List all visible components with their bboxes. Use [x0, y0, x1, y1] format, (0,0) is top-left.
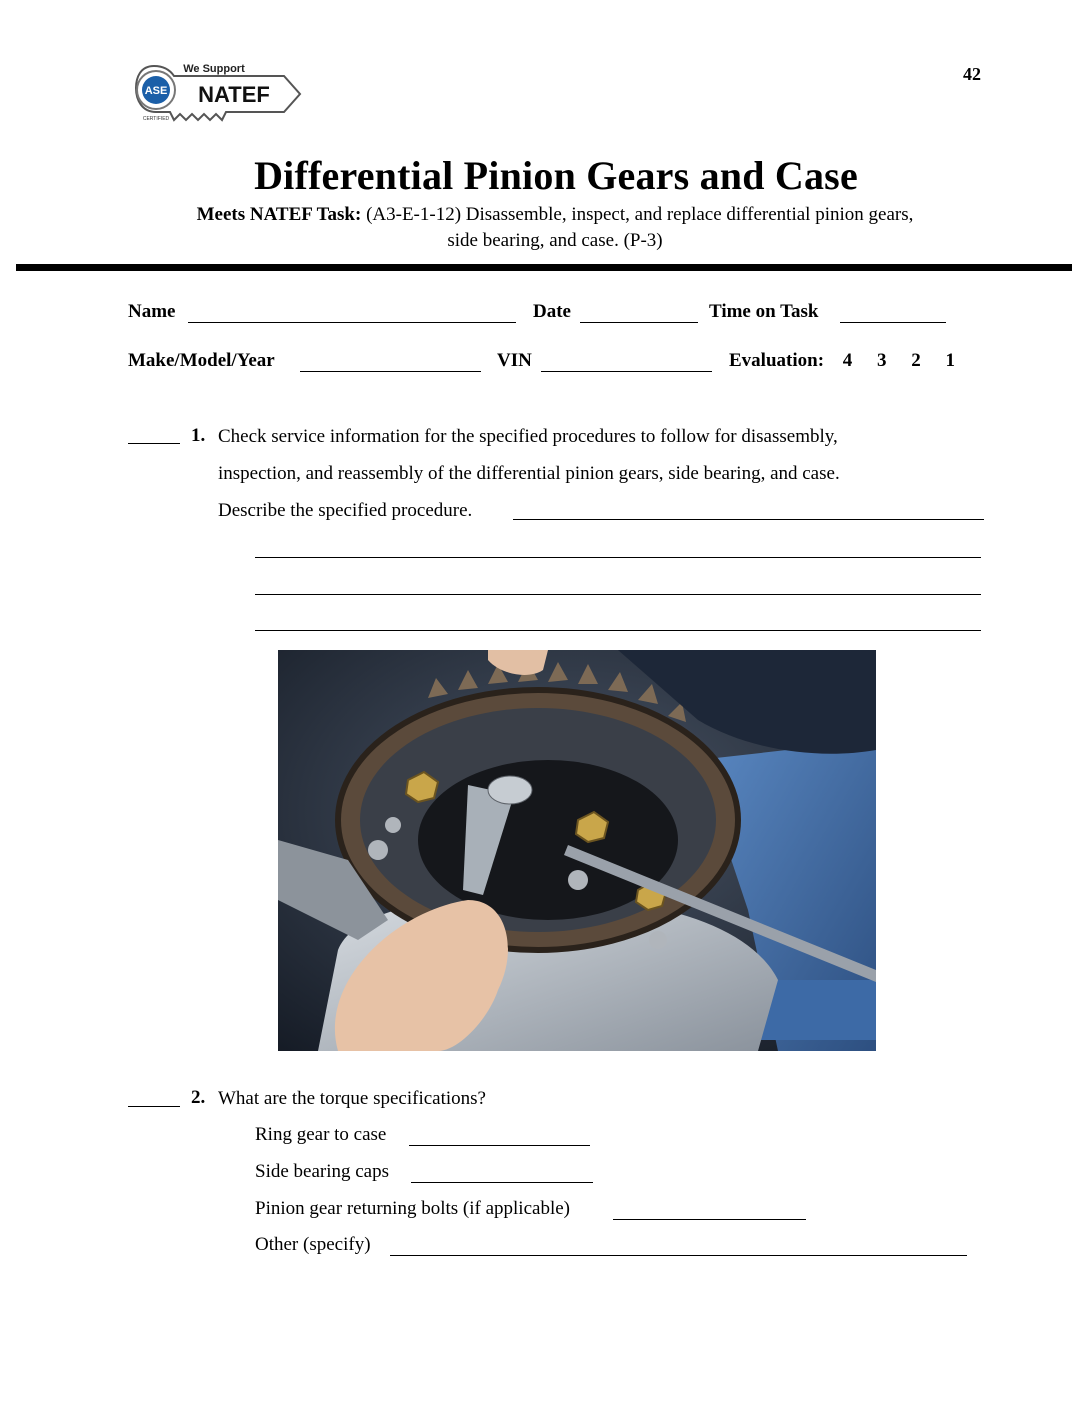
- name-label: Name: [128, 301, 176, 322]
- spec-side-bearing-label: Side bearing caps: [255, 1161, 390, 1182]
- evaluation-group: [729, 350, 955, 372]
- spec-ring-gear-label: Ring gear to case: [255, 1124, 387, 1145]
- make-model-year-field[interactable]: [300, 371, 481, 372]
- q2-text: What are the torque specifications?: [218, 1088, 486, 1109]
- page-number: 42: [963, 64, 981, 84]
- q1-answer-line-4[interactable]: [255, 630, 981, 631]
- date-label: Date: [533, 301, 571, 322]
- header-divider: [16, 264, 1072, 271]
- q2-number: 2.: [191, 1087, 206, 1108]
- logo-main-text: NATEF: [198, 82, 270, 107]
- q1-answer-line-1[interactable]: [513, 519, 984, 520]
- differential-photo: [278, 650, 876, 1051]
- evaluation-label: Evaluation:: [729, 350, 825, 371]
- evaluation-score-3[interactable]: 3: [877, 350, 887, 371]
- task-line-2: side bearing, and case. (P-3): [447, 230, 663, 251]
- name-field[interactable]: [188, 322, 516, 323]
- task-line-1: (A3-E-1-12) Disassemble, inspect, and replace differential pinion gears,: [366, 204, 914, 225]
- time-on-task-label: Time on Task: [709, 301, 819, 322]
- q1-line-3: Describe the specified procedure.: [218, 500, 473, 521]
- q1-number: 1.: [191, 425, 206, 446]
- date-field[interactable]: [580, 322, 698, 323]
- q1-line-2: inspection, and reassembly of the differential pinion gears, side bearing, and case.: [218, 463, 840, 484]
- logo-badge-text: ASE: [144, 85, 168, 97]
- task-prefix: Meets NATEF Task:: [196, 204, 362, 225]
- vin-label: VIN: [497, 350, 532, 371]
- q1-answer-line-3[interactable]: [255, 594, 981, 595]
- logo-top-text: We Support: [183, 63, 245, 75]
- time-on-task-field[interactable]: [840, 322, 946, 323]
- spec-pinion-bolts-label: Pinion gear returning bolts (if applicable): [255, 1198, 570, 1219]
- spec-pinion-bolts-field[interactable]: [613, 1219, 806, 1220]
- q1-text: [218, 418, 998, 529]
- spec-other-field[interactable]: [390, 1255, 967, 1256]
- ase-natef-logo: [134, 60, 302, 140]
- spec-side-bearing-field[interactable]: [411, 1182, 593, 1183]
- spec-other-label: Other (specify): [255, 1234, 371, 1255]
- q1-line-1: Check service information for the specified procedures to follow for disassembly,: [218, 426, 838, 447]
- evaluation-score-4[interactable]: 4: [842, 350, 853, 371]
- evaluation-score-1[interactable]: 1: [945, 350, 956, 371]
- task-description: [110, 202, 1000, 254]
- q1-answer-line-2[interactable]: [255, 557, 981, 558]
- spec-ring-gear-field[interactable]: [409, 1145, 590, 1146]
- logo-small-text: CERTIFIED: [142, 116, 170, 122]
- vin-field[interactable]: [541, 371, 712, 372]
- q2-check-blank[interactable]: [128, 1106, 180, 1107]
- evaluation-score-2[interactable]: 2: [911, 350, 921, 371]
- page-title: Differential Pinion Gears and Case: [254, 153, 858, 198]
- make-model-year-label: Make/Model/Year: [128, 350, 275, 371]
- q1-check-blank[interactable]: [128, 443, 180, 444]
